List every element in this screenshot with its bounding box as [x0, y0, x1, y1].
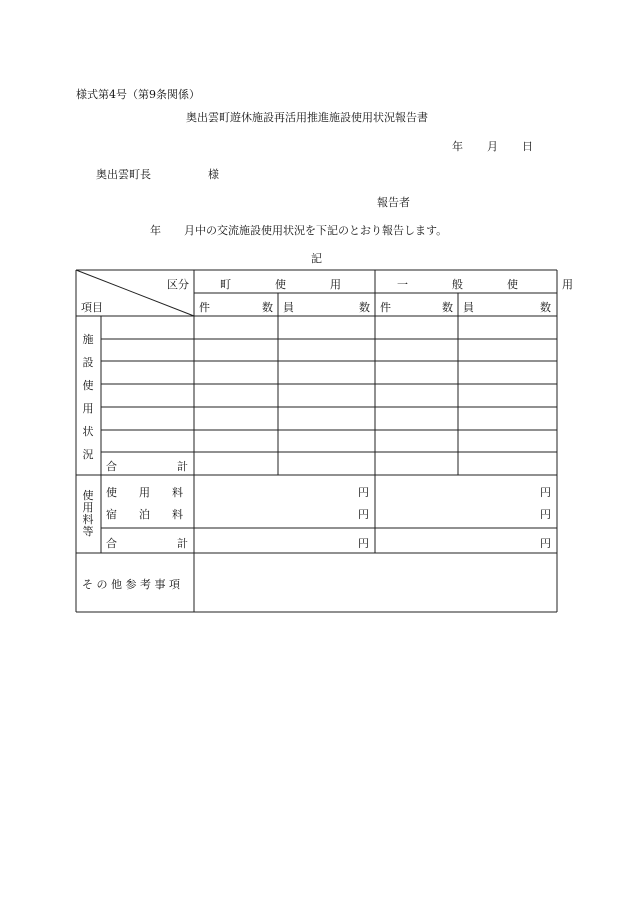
fees-label: 使 用 料 等 [82, 489, 94, 538]
fee-total-yen-town: 円 [358, 537, 369, 550]
usage-total-label: 合 計 [106, 460, 188, 473]
form-number: 様式第4号（第9条関係） [76, 88, 200, 101]
header-corner-category: 区分 [167, 278, 189, 291]
record-label: 記 [311, 252, 322, 265]
date-month-label: 月 [487, 140, 498, 153]
header-town-use: 町 使 用 [220, 278, 341, 291]
addressee: 奥出雲町長 [96, 168, 151, 181]
body-text: 月中の交流施設使用状況を下記のとおり報告します。 [184, 224, 448, 237]
fee-total-label: 合 計 [106, 537, 188, 550]
honorific: 様 [208, 168, 219, 181]
fee-stay-label: 宿 泊 料 [106, 508, 183, 521]
fee-stay-yen-town: 円 [358, 508, 369, 521]
date-day-label: 日 [522, 140, 533, 153]
fee-usage-yen-town: 円 [358, 486, 369, 499]
subheader-general-count: 件 数 [380, 301, 453, 314]
fee-total-yen-general: 円 [540, 537, 551, 550]
subheader-town-count: 件 数 [199, 301, 273, 314]
fee-usage-label: 使 用 料 [106, 486, 183, 499]
fee-usage-yen-general: 円 [540, 486, 551, 499]
date-year-label: 年 [452, 140, 463, 153]
body-text-year: 年 [150, 224, 161, 237]
usage-status-label: 施 設 使 用 状 況 [82, 333, 94, 461]
other-notes-field[interactable] [196, 555, 555, 610]
header-general-use: 一 般 使 用 [397, 278, 573, 291]
other-notes-label: そ の 他 参 考 事 項 [82, 578, 180, 591]
reporter-label: 報告者 [377, 196, 410, 209]
document-title: 奥出雲町遊休施設再活用推進施設使用状況報告書 [186, 111, 428, 124]
fee-stay-yen-general: 円 [540, 508, 551, 521]
header-corner-item: 項目 [81, 301, 103, 314]
subheader-general-members: 員 数 [463, 301, 551, 314]
subheader-town-members: 員 数 [283, 301, 370, 314]
